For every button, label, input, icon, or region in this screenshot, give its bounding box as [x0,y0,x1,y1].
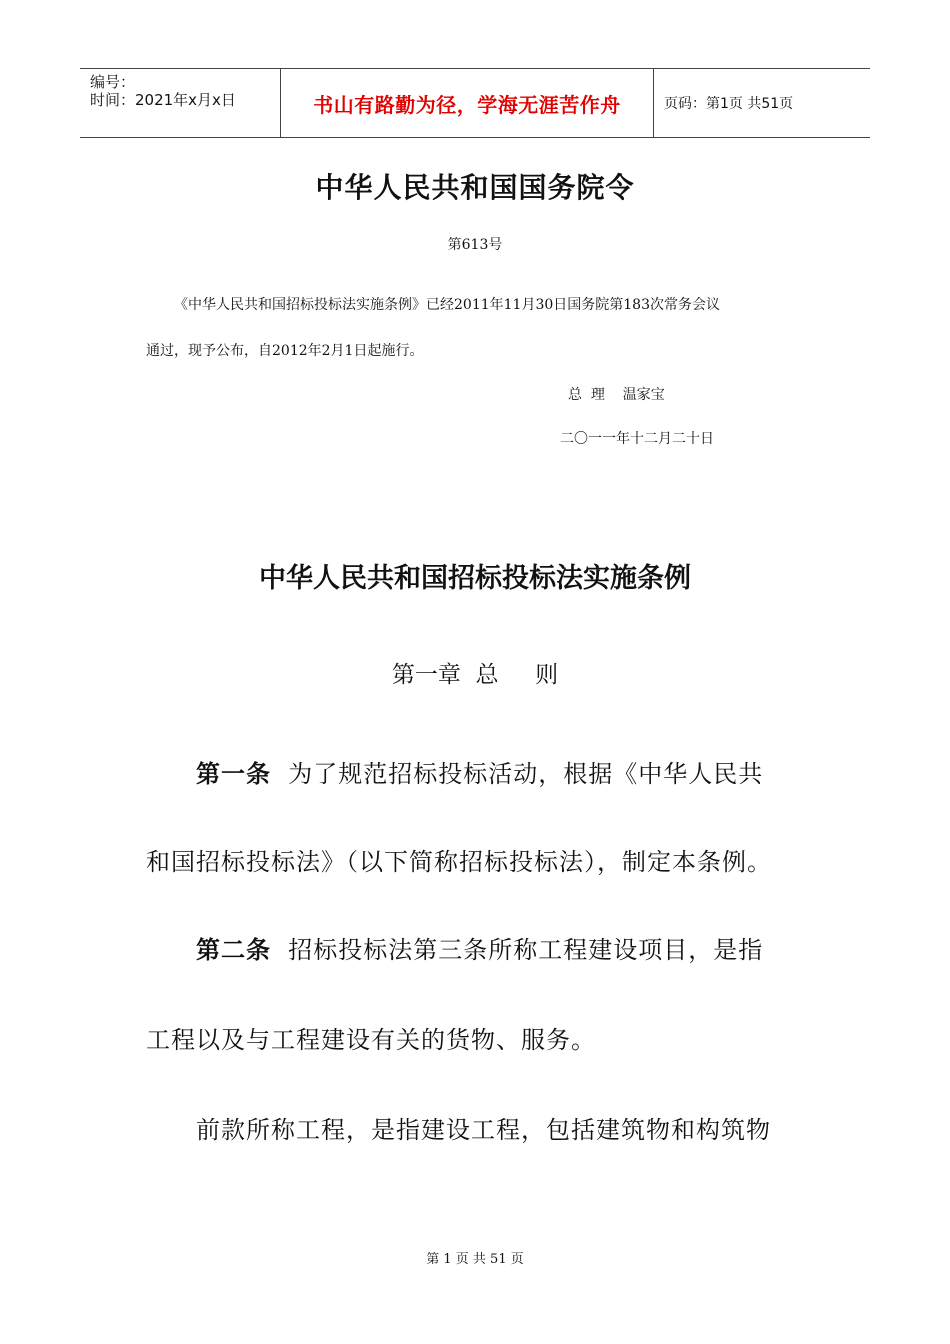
paragraph-3-line1: 前款所称工程，是指建设工程，包括建筑物和构筑物 [196,1116,771,1144]
document-header [80,68,870,138]
header-page-cell [654,69,870,137]
chapter-heading: 第一章 总 则 [391,662,559,688]
article-2-line2: 工程以及与工程建设有关的货物、服务。 [146,1026,596,1054]
decree-title: 中华人民共和国国务院令 [315,171,635,204]
number-label: 编号： [90,73,136,91]
page-info: 页码：第1页 共51页 [664,96,794,112]
decree-body-line2: 通过，现予公布，自2012年2月1日起施行。 [146,343,424,359]
decree-body-line1: 《中华人民共和国招标投标法实施条例》已经2011年11月30日国务院第183次常务会议 [174,297,720,313]
page-footer: 第 1 页 共 51 页 [426,1252,524,1267]
time-label: 时间：2021年x月x日 [90,91,236,109]
article-2-text: 招标投标法第三条所称工程建设项目，是指 [271,936,764,964]
decree-date: 二〇一一年十二月二十日 [560,431,714,447]
article-1-text: 为了规范招标投标活动，根据《中华人民共 [271,760,764,788]
header-meta-cell [80,69,281,137]
motto-text: 书山有路勤为径，学海无涯苦作舟 [313,92,621,117]
article-1-line2: 和国招标投标法》（以下简称招标投标法），制定本条例。 [146,848,772,876]
decree-signatory: 总 理 温家宝 [568,387,665,403]
article-1-line1 [196,754,846,789]
article-2-label: 第二条 [196,936,271,964]
article-1-label: 第一条 [196,760,271,788]
article-2-line1 [196,930,846,965]
decree-number: 第613号 [447,237,503,253]
header-motto-cell [281,69,654,137]
law-title: 中华人民共和国招标投标法实施条例 [259,563,691,594]
